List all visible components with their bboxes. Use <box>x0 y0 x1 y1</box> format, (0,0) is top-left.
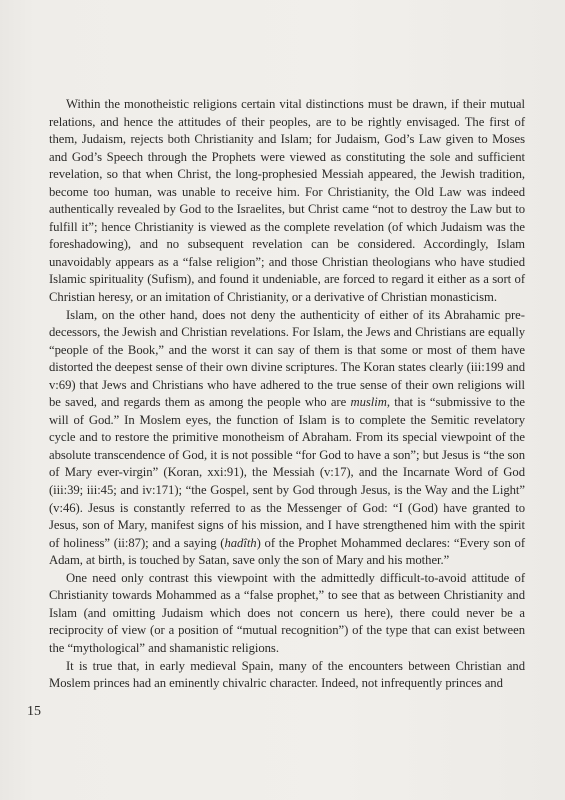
page-number: 15 <box>27 704 41 719</box>
text-run: One need only contrast this viewpoint with the admittedly difficult-to-avoid attitude of Christianity towards Mohammed as a “false prophet,” to see that as between Christianity and Islam (and omitting Judaism which does not concern us here), there could never be a reciprocity of view (or a position of “mutual recognition”) of the type that can exist between the “mythological” and shamanistic religions. <box>49 570 525 655</box>
text-run: , that is “submissive to the will of God.” In Moslem eyes, the function of Islam is to complete the Semitic revelatory cycle and to restore the primitive monotheism of Abraham. From its special viewpoint of the absolute transcendence of God, it is not possible “for God to have a son”; but Jesus is “the son of Mary ever-virgin” (Koran, xxi:91), the Messiah (v:17), and the Incarnate Word of God (iii:39; iii:45; and iv:171); “the Gospel, sent by God through Jesus, is the Way and the Light” (v:46). Jesus is constantly referred to as the Messenger of God: “I (God) have granted to Jesus, son of Mary, manifest signs of his mission, and I have strengthened him with the spirit of holiness” (ii:87); and a saying ( <box>49 395 525 550</box>
text-run: Islam, on the other hand, does not deny the authenticity of either of its Abrahamic predecessors, the Jewish and Christian revelations. For Islam, the Jews and Christians are equally “people of the Book,” and the worst it can say of them is that some or most of them have distorted the deepest sense of their own divine scriptures. The Koran states clearly (iii:199 and v:69) that Jews and Christians who have adhered to the true sense of their own religions will be saved, and regards them as among the people who are <box>49 307 525 410</box>
italic-term: hadîth <box>224 535 257 550</box>
text-run: It is true that, in early medieval Spain, many of the encounters between Christian and Moslem princes had an eminently chivalric character. Indeed, not infrequently princes and <box>49 658 525 691</box>
body-text <box>49 96 525 693</box>
text-run: ) of the Prophet Mohammed declares: “Every son of Adam, at birth, is touched by Satan, save only the son of Mary and his mother.” <box>49 535 526 568</box>
paragraph-4 <box>49 658 525 693</box>
paragraph-3 <box>49 570 525 658</box>
paragraph-2 <box>49 307 525 570</box>
paragraph-1 <box>49 96 525 307</box>
italic-term: muslim <box>350 395 387 410</box>
text-run: Within the monotheistic religions certain vital distinctions must be drawn, if their mutual relations, and hence the attitudes of their peoples, are to be rightly envisaged. The first of them, Judaism, rejects both Christianity and Islam; for Judaism, God’s Law given to Moses and God’s Speech through the Prophets were viewed as constituting the sole and sufficient revelation, so that when Christ, the long-prophesied Messiah appeared, the Jewish tradition, become too human, was unable to receive him. For Christianity, the Old Law was indeed authentically revealed by God to the Israelites, but Christ came “not to destroy the Law but to fulfill it”; hence Christianity is viewed as the complete revelation (of which Judaism was the foreshadowing), and no subsequent revelation can be considered. Accordingly, Islam unavoidably appears as a “false religion”; and those Christian theologians who have studied Islamic spirituality (Sufism), and found it undeniable, are forced to regard it either as a sort of Christian heresy, or an imitation of Christianity, or a derivative of Christian monasticism. <box>49 97 525 305</box>
